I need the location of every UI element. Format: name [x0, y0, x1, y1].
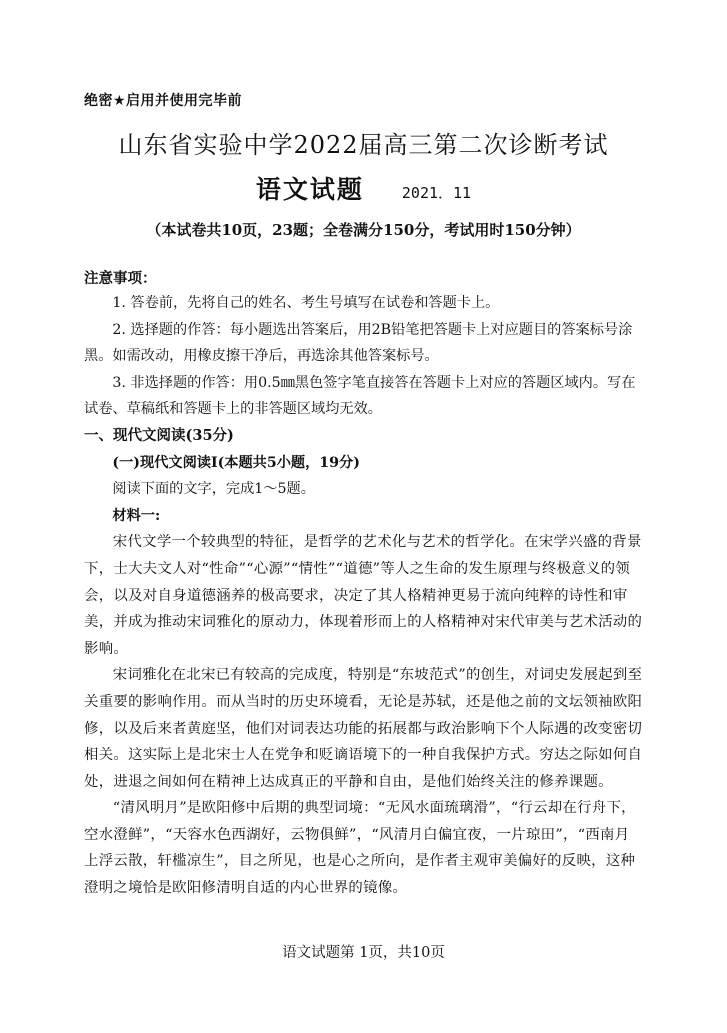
section-subheading: (一)现代文阅读Ⅰ(本题共5小题，19分)	[112, 454, 360, 471]
subtitle-row	[0, 170, 727, 206]
notes-item: 3. 非选择题的作答：用0.5㎜黑色签字笔直接答在答题卡上对应的答题区域内。写在试卷、草稿纸和答题卡上的非答题区域均无效。	[84, 374, 636, 418]
exam-date: 2021．11	[401, 184, 472, 202]
article-paragraph: 宋词雅化在北宋已有较高的完成度，特别是“东坡范式”的创生，对词史发展起到至关重要的影响作用。而从当时的历史环境看，无论是苏轼，还是他之前的文坛领袖欧阳修，以及后来者黄庭坚，他们对词表达功能的拓展都与政治影响下个人际遇的改变密切相关。这实际上是北宋士人在党争和贬谪语境下的一种自我保护方式。穷达之际如何自处，进退之间如何在精神上达成真正的平静和自由，是他们始终关注的修养课题。	[84, 667, 643, 790]
reading-instruction: 阅读下面的文字，完成1～5题。	[112, 481, 315, 498]
section-heading: 一、现代文阅读(35分)	[84, 426, 234, 444]
page-footer: 语文试题第 1页，共10页	[282, 945, 445, 961]
subject-title: 语文试题	[255, 175, 364, 204]
confidential-label: 绝密★启用并使用完毕前	[84, 93, 243, 109]
notes-heading: 注意事项：	[84, 271, 157, 287]
page-title: 山东省实验中学2022届高三第二次诊断考试	[118, 131, 609, 159]
notes-item: 2. 选择题的作答：每小题选出答案后，用2B铅笔把答题卡上对应题目的答案标号涂黑。如需改动，用橡皮擦干净后，再选涂其他答案标号。	[84, 321, 633, 365]
material-label: 材料一:	[112, 507, 161, 524]
article-paragraph: 宋代文学一个较典型的特征，是哲学的艺术化与艺术的哲学化。在宋学兴盛的背景下，士大夫文人对“性命”“心源”“情性”“道德”等人之生命的发生原理与终极意义的领会，以及对自身道德涵养的极高要求，决定了其人格精神更易于流向纯粹的诗性和审美，并成为推动宋词雅化的原动力，体现着形而上的人格精神对宋代审美与艺术活动的影响。	[84, 534, 643, 657]
article-paragraph: “清风明月”是欧阳修中后期的典型词境：“无风水面琉璃滑”，“行云却在行舟下，空水澄鲜”，“天容水色西湖好，云物俱鲜”，“风清月白偏宜夜，一片琼田”，“西南月上浮云散，轩槛凉生”，目之所见，也是心之所向，是作者主观审美偏好的反映，这种澄明之境恰是欧阳修清明自适的内心世界的镜像。	[84, 800, 636, 897]
content-body	[84, 290, 644, 902]
notes-item: 1. 答卷前，先将自己的姓名、考生号填写在试卷和答题卡上。	[112, 295, 500, 311]
exam-info: （本试卷共10页，23题；全卷满分150分，考试用时150分钟）	[146, 221, 581, 239]
